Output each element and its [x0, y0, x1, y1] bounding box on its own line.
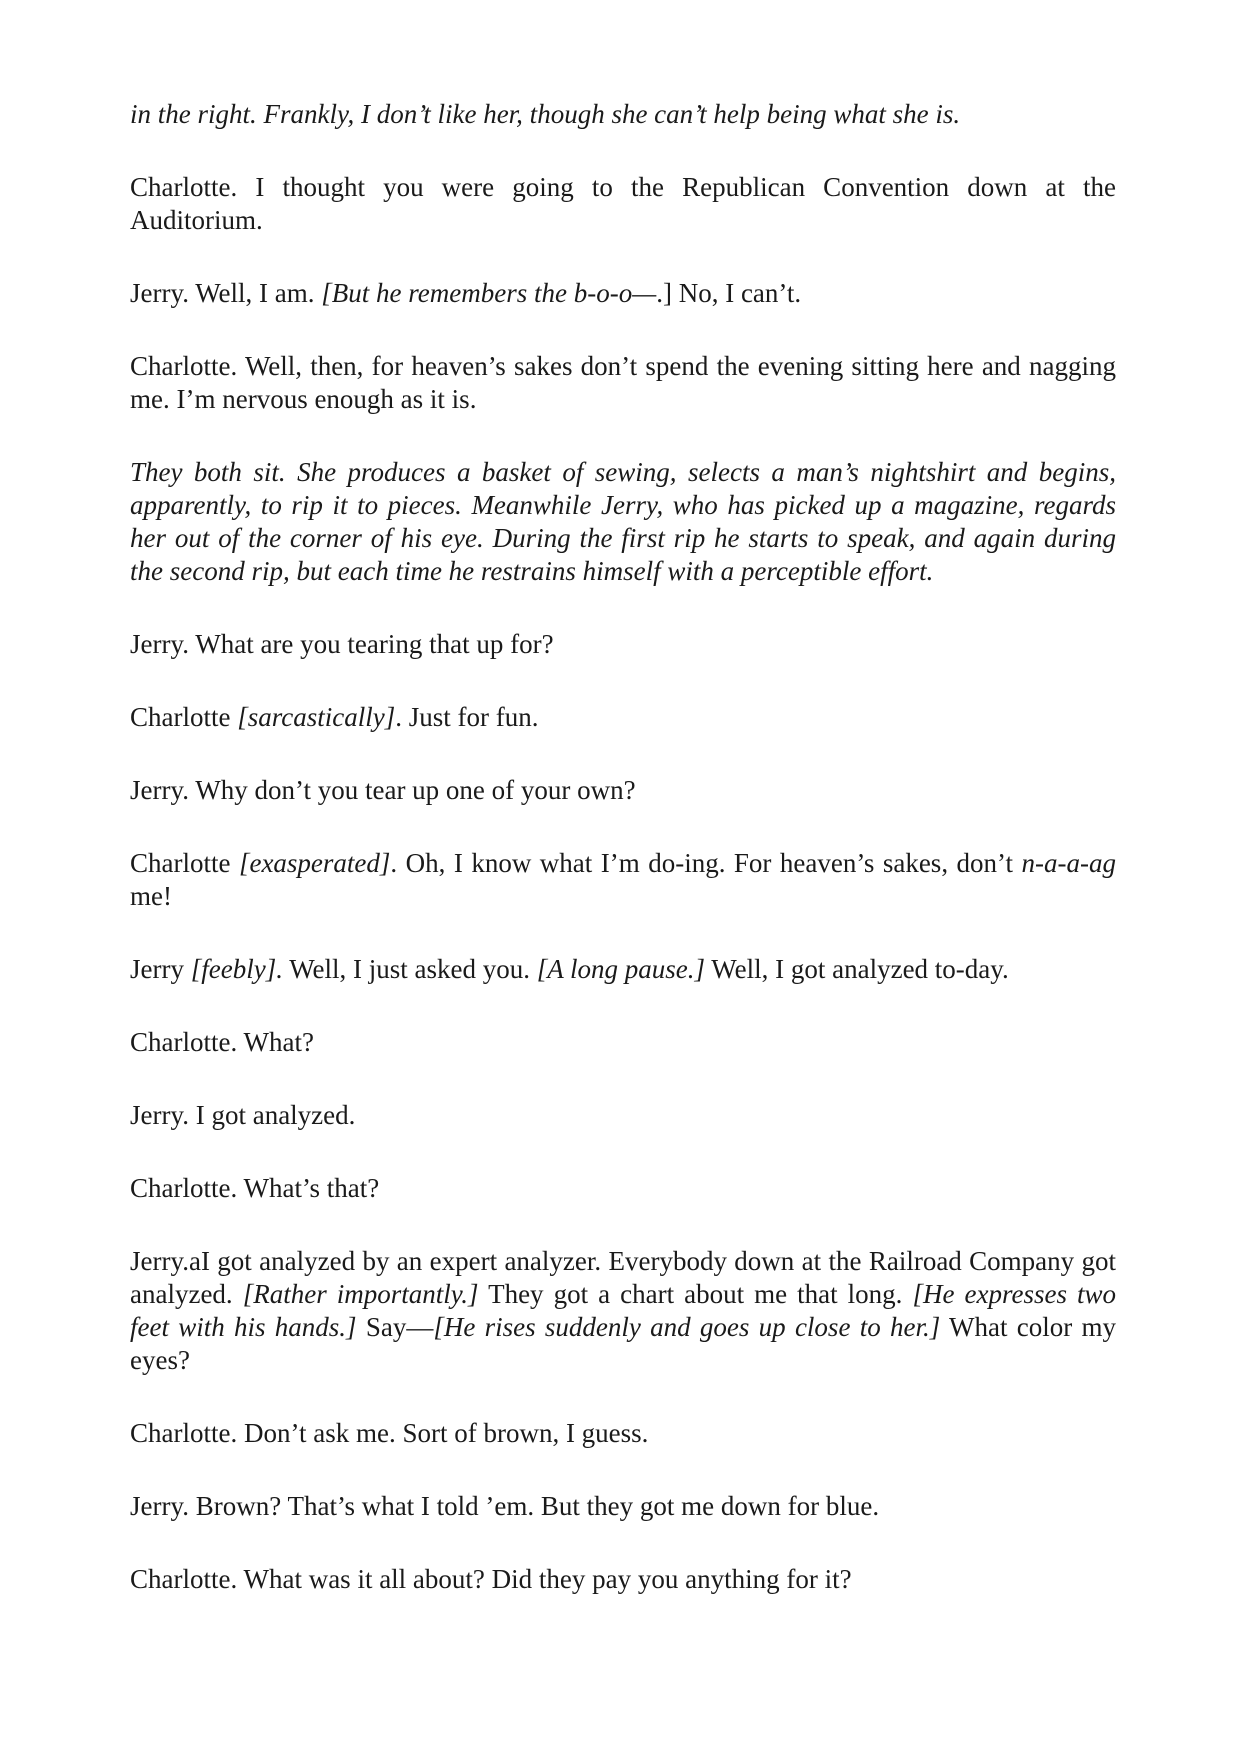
- dialogue-paragraph: [130, 1172, 1116, 1205]
- dialogue-paragraph: [130, 1245, 1116, 1377]
- stage-direction-paragraph: [130, 456, 1116, 588]
- italic-text-segment: [Rather importantly.]: [242, 1279, 479, 1309]
- text-segment: Jerry. Why don’t you tear up one of your own?: [130, 775, 636, 805]
- italic-text-segment: [sarcastically]: [237, 702, 396, 732]
- text-segment: Say—: [356, 1312, 434, 1342]
- text-segment: They got a chart about me that long.: [478, 1279, 913, 1309]
- document-page: [130, 98, 1116, 1596]
- text-segment: Charlotte. Well, then, for heaven’s sakes don’t spend the evening sitting here and nagging me. I’m nervous enough as it is.: [130, 351, 1116, 414]
- dialogue-paragraph: [130, 1563, 1116, 1596]
- text-segment: Charlotte. What?: [130, 1027, 314, 1057]
- text-segment: Charlotte. I thought you were going to the Republican Convention down at the Auditorium.: [130, 172, 1116, 235]
- text-segment: Charlotte. What was it all about? Did they pay you anything for it?: [130, 1564, 852, 1594]
- italic-text-segment: in the right. Frankly, I don’t like her, though she can’t help being what she is.: [130, 99, 961, 129]
- text-segment: Charlotte: [130, 702, 238, 732]
- stage-direction-paragraph: [130, 98, 1116, 131]
- italic-text-segment: [A long pause.]: [536, 954, 706, 984]
- text-segment: Jerry. I got analyzed.: [130, 1100, 356, 1130]
- italic-text-segment: n-a-a-ag: [1021, 848, 1116, 878]
- dialogue-paragraph: [130, 953, 1116, 986]
- dialogue-paragraph: [130, 1026, 1116, 1059]
- text-segment: Jerry. Brown? That’s what I told ’em. But they got me down for blue.: [130, 1491, 880, 1521]
- italic-text-segment: [exasperated]: [238, 848, 391, 878]
- text-segment: . Oh, I know what I’m do-ing. For heaven’s sakes, don’t: [390, 848, 1022, 878]
- italic-text-segment: [But he remembers the b-o-o—: [321, 278, 657, 308]
- text-segment: .] No, I can’t.: [656, 278, 802, 308]
- text-segment: Jerry. Well, I am.: [130, 278, 322, 308]
- text-segment: Well, I just asked you.: [282, 954, 537, 984]
- text-segment: me!: [130, 881, 172, 911]
- dialogue-paragraph: [130, 1417, 1116, 1450]
- dialogue-paragraph: [130, 1490, 1116, 1523]
- italic-text-segment: [feebly].: [190, 954, 283, 984]
- text-segment: Jerry. What are you tearing that up for?: [130, 629, 554, 659]
- dialogue-paragraph: [130, 847, 1116, 913]
- dialogue-paragraph: [130, 774, 1116, 807]
- text-segment: . Just for fun.: [395, 702, 539, 732]
- text-segment: Jerry.aI got analyzed by an expert analyzer. Everybody down at the Railroad Company got analyzed.: [130, 1246, 1116, 1309]
- text-segment: Charlotte. Don’t ask me. Sort of brown, I guess.: [130, 1418, 649, 1448]
- text-segment: Jerry: [130, 954, 191, 984]
- italic-text-segment: They both sit. She produces a basket of sewing, selects a man’s nightshirt and begins, apparently, to rip it to pieces. Meanwhile Jerry, who has picked up a magazine, regards her out of the corner of his eye. During the first rip he starts to speak, and again during the second rip, but each time he restrains himself with a perceptible effort.: [130, 457, 1116, 586]
- text-segment: Well, I got analyzed to-day.: [705, 954, 1009, 984]
- text-segment: Charlotte: [130, 848, 239, 878]
- italic-text-segment: [He rises suddenly and goes up close to her.]: [433, 1312, 941, 1342]
- dialogue-paragraph: [130, 277, 1116, 310]
- dialogue-paragraph: [130, 701, 1116, 734]
- dialogue-paragraph: [130, 171, 1116, 237]
- dialogue-paragraph: [130, 628, 1116, 661]
- dialogue-paragraph: [130, 350, 1116, 416]
- dialogue-paragraph: [130, 1099, 1116, 1132]
- text-segment: What color my eyes?: [130, 1312, 1117, 1375]
- italic-text-segment: [He expresses two feet with his hands.]: [130, 1279, 1116, 1342]
- text-segment: Charlotte. What’s that?: [130, 1173, 380, 1203]
